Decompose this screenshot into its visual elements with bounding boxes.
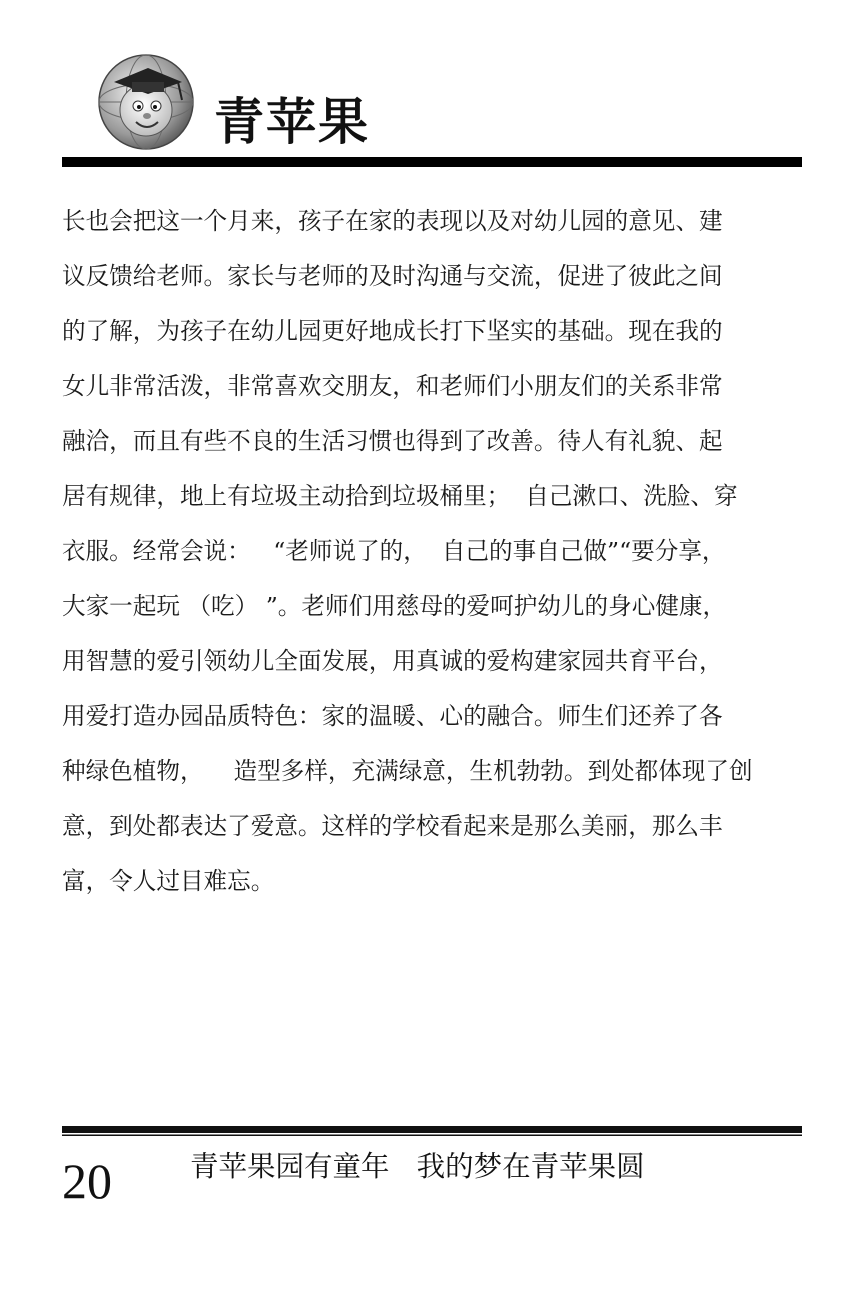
page-header xyxy=(0,0,860,175)
footer-slogan: 青苹果园有童年 我的梦在青苹果圆 xyxy=(190,1150,645,1183)
body-line: 用智慧的爱引领幼儿全面发展，用真诚的爱构建家园共育平台， xyxy=(62,647,723,675)
page-number: 20 xyxy=(62,1153,112,1209)
body-line: 大家一起玩 （吃） ”。老师们用慈母的爱呵护幼儿的身心健康， xyxy=(62,592,727,620)
body-line: 富，令人过目难忘。 xyxy=(62,867,275,895)
body-line: 衣服。经常会说： “老师说了的， 自己的事自己做”“要分享， xyxy=(62,537,726,565)
body-line: 议反馈给老师。家长与老师的及时沟通与交流，促进了彼此之间 xyxy=(62,262,723,290)
body-line: 种绿色植物， 造型多样，充满绿意，生机勃勃。到处都体现了创 xyxy=(62,757,753,785)
body-line: 融洽，而且有些不良的生活习惯也得到了改善。待人有礼貌、起 xyxy=(62,427,723,455)
body-line: 用爱打造办园品质特色：家的温暖、心的融合。师生们还养了各 xyxy=(62,702,723,730)
brand-title: 青苹果 xyxy=(214,92,370,151)
header-divider xyxy=(62,157,802,167)
footer-divider xyxy=(62,1126,802,1136)
body-line: 的了解，为孩子在幼儿园更好地成长打下坚实的基础。现在我的 xyxy=(62,317,723,345)
article-body xyxy=(62,196,802,911)
body-line: 居有规律，地上有垃圾主动拾到垃圾桶里； 自己漱口、洗脸、穿 xyxy=(62,482,738,510)
body-line: 长也会把这一个月来，孩子在家的表现以及对幼儿园的意见、建 xyxy=(62,207,723,235)
body-line: 意，到处都表达了爱意。这样的学校看起来是那么美丽，那么丰 xyxy=(62,812,723,840)
cartoon-apple-with-graduation-cap-icon xyxy=(96,52,196,152)
body-line: 女儿非常活泼，非常喜欢交朋友，和老师们小朋友们的关系非常 xyxy=(62,372,723,400)
